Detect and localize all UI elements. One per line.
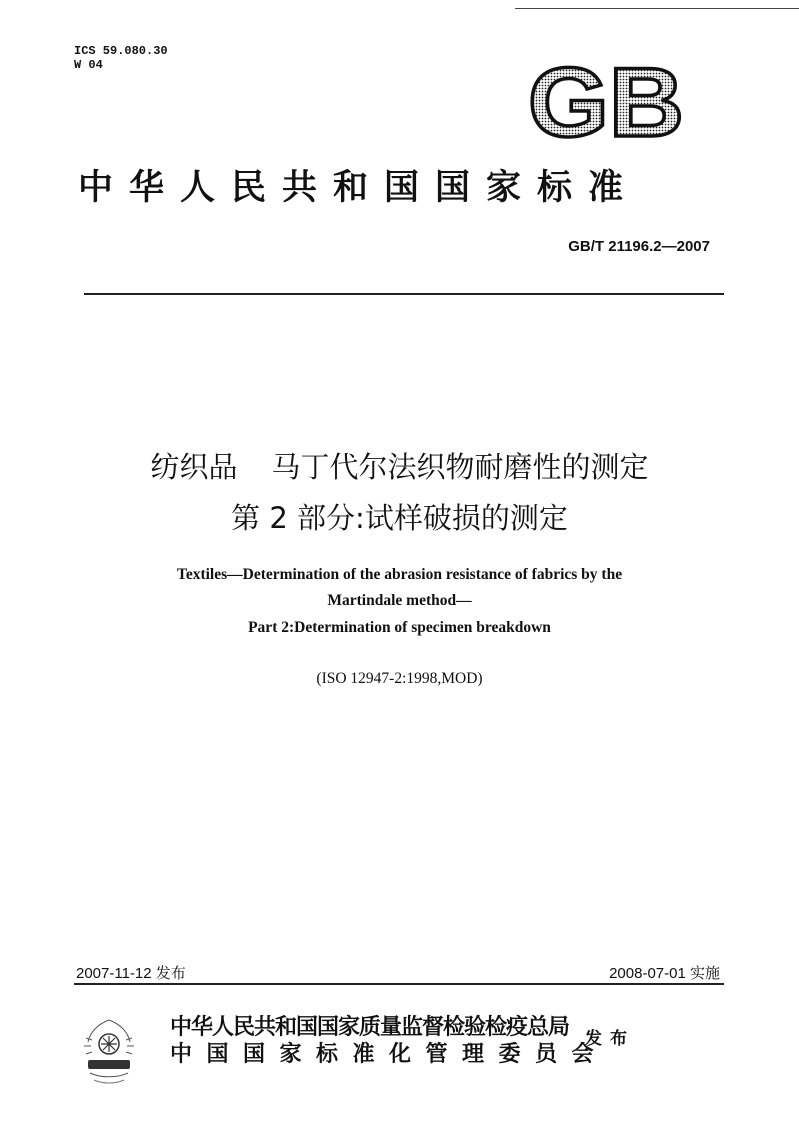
ccs-code: W 04 <box>74 58 103 72</box>
chinese-title-line-2: 第 2 部分:试样破损的测定 <box>231 501 568 535</box>
header-divider <box>84 293 724 295</box>
issue-date: 2007-11-12 发布 <box>76 965 186 982</box>
issuer-line-1: 中华人民共和国国家质量监督检验检疫总局 <box>170 1014 570 1040</box>
implementation-date: 2008-07-01 实施 <box>609 965 720 982</box>
issuer-emblem-icon <box>68 1010 150 1092</box>
title-main: 马丁代尔法织物耐磨性的测定 <box>271 450 649 484</box>
chinese-title-line-1 <box>0 445 799 486</box>
footer-divider <box>74 983 724 985</box>
publish-label: 发布 <box>585 1029 635 1049</box>
english-title-line-1: Textiles—Determination of the abrasion resistance of fabrics by the <box>176 566 623 583</box>
iso-reference: (ISO 12947-2:1998,MOD) <box>316 670 483 687</box>
gb-logo-text: GB <box>528 60 684 144</box>
english-title-line-3: Part 2:Determination of specimen breakdown <box>248 619 551 636</box>
title-prefix: 纺织品 <box>150 450 238 484</box>
standard-number: GB/T 21196.2—2007 <box>568 238 710 255</box>
standard-type-heading: 中华人民共和国国家标准 <box>78 167 640 208</box>
gb-logo <box>526 60 686 144</box>
issuer-line-2: 中国国家标准化管理委员会 <box>170 1041 609 1067</box>
english-title-line-2: Martindale method— <box>327 592 472 609</box>
classification-codes <box>74 44 168 72</box>
ics-code: ICS 59.080.30 <box>74 44 168 58</box>
top-edge-line <box>515 8 799 9</box>
